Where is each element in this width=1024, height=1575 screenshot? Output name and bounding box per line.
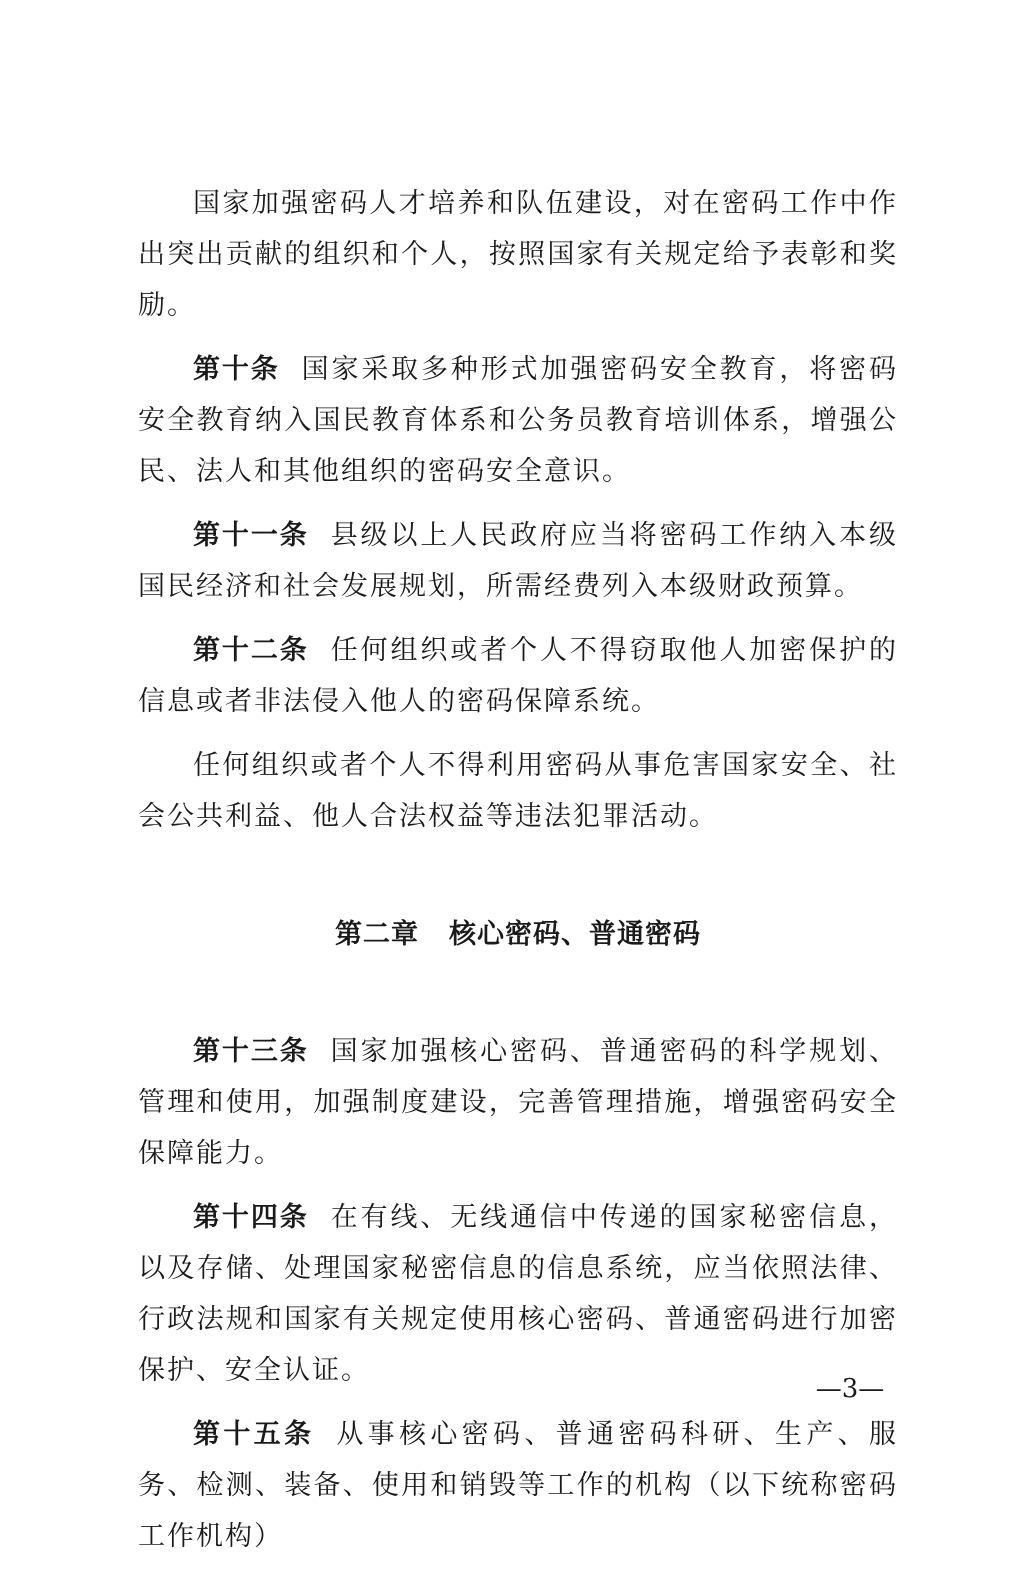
paragraph-text: 任何组织或者个人不得利用密码从事危害国家安全、社会公共利益、他人合法权益等违法犯罪活动。: [138, 750, 898, 832]
paragraph-text: 县级以上人民政府应当将密码工作纳入本级国民经济和社会发展规划，所需经费列入本级财政预算。: [138, 520, 899, 602]
document-body: [138, 178, 898, 1575]
article-number: 第十四条: [193, 1202, 309, 1233]
paragraph-text: 国家采取多种形式加强密码安全教育，将密码安全教育纳入国民教育体系和公务员教育培训体系，增强公民、法人和其他组织的密码安全意识。: [138, 354, 899, 487]
paragraph-text: 从事核心密码、普通密码科研、生产、服务、检测、装备、使用和销毁等工作的机构（以下统称密码工作机构）: [138, 1419, 899, 1552]
chapter-number: 第二章: [335, 919, 419, 950]
page-number: —3—: [815, 1374, 885, 1404]
article-14: [138, 1192, 898, 1396]
article-number: 第十五条: [193, 1419, 315, 1450]
paragraph: [138, 740, 898, 842]
article-15: [138, 1409, 898, 1562]
article-number: 第十一条: [193, 520, 309, 551]
article-13: [138, 1026, 898, 1179]
article-11: [138, 510, 898, 612]
article-10: [138, 344, 898, 497]
article-12: [138, 625, 898, 727]
article-number: 第十三条: [193, 1036, 309, 1067]
paragraph-text: 在有线、无线通信中传递的国家秘密信息，以及存储、处理国家秘密信息的信息系统，应当依照法律、行政法规和国家有关规定使用核心密码、普通密码进行加密保护、安全认证。: [138, 1202, 899, 1386]
paragraph: [138, 178, 898, 331]
chapter-title: 核心密码、普通密码: [449, 919, 701, 950]
article-number: 第十二条: [193, 635, 309, 666]
paragraph-text: 国家加强核心密码、普通密码的科学规划、管理和使用，加强制度建设，完善管理措施，增强密码安全保障能力。: [138, 1036, 899, 1169]
paragraph-text: 国家加强密码人才培养和队伍建设，对在密码工作中作出突出贡献的组织和个人，按照国家有关规定给予表彰和奖励。: [138, 188, 898, 321]
article-number: 第十条: [193, 354, 280, 385]
paragraph-text: 任何组织或者个人不得窃取他人加密保护的信息或者非法侵入他人的密码保障系统。: [138, 635, 899, 717]
chapter-heading: [138, 909, 898, 960]
